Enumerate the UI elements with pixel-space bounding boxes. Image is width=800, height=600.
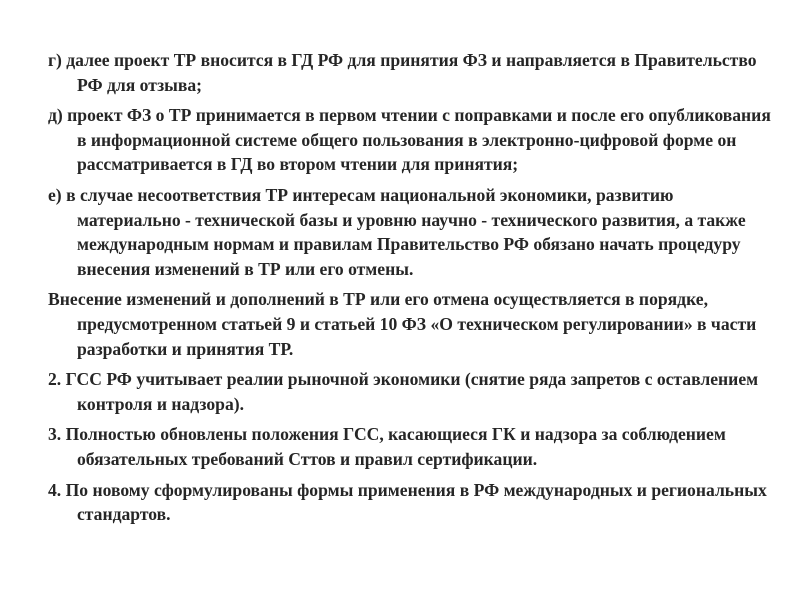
paragraph-amendments: Внесение изменений и дополнений в ТР или его отмена осуществляется в порядке, предусмотренном статьей 9 и статьей 10 ФЗ «О техническом регулировании» в части разработки и принятия ТР. bbox=[48, 289, 757, 359]
paragraph-item-2: 2. ГСС РФ учитывает реалии рыночной экономики (снятие ряда запретов с оставлением контроля и надзора). bbox=[48, 369, 759, 414]
paragraph-item-4: 4. По новому сформулированы формы применения в РФ международных и региональных стандартов. bbox=[48, 479, 767, 525]
paragraph-d: д) проект ФЗ о ТР принимается в первом чтении с поправками и после его опубликования в информационной системе общего пользования в электронно-цифровой форме он рассматривается в ГД во втором чтении для принятия; bbox=[48, 105, 771, 175]
paragraph-e: е) в случае несоответствия ТР интересам национальной экономики, развитию материально - технической базы и уровню научно - технического развития, а также международным нормам и правилам Правительство РФ обязано начать процедуру внесения изменений в ТР или его отмены. bbox=[48, 184, 746, 279]
paragraph-g: г) далее проект ТР вносится в ГД РФ для принятия ФЗ и направляется в Правительство РФ для отзыва; bbox=[48, 50, 757, 95]
paragraph-item-3: 3. Полностью обновлены положения ГСС, касающиеся ГК и надзора за соблюдением обязательных требований Сттов и правил сертификации. bbox=[48, 424, 726, 469]
